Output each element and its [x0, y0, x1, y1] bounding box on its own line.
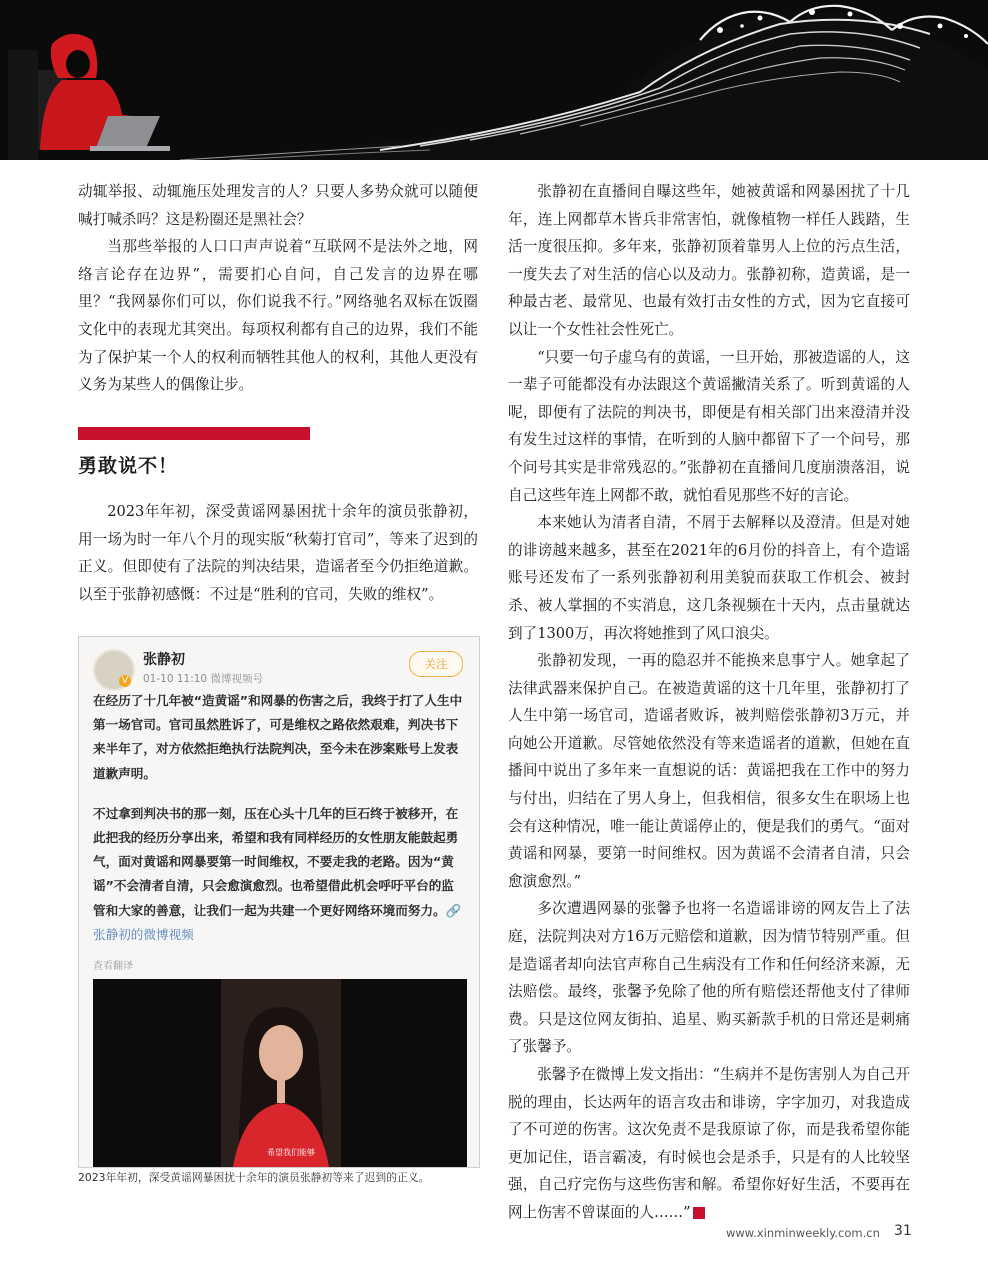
paragraph: 张静初在直播间自曝这些年，她被黄谣和网暴困扰了十几年，连上网都草木皆兵非常害怕，就像植物一样任人践踏，生活一度很压抑。多年来，张静初顶着靠男人上位的污点生活，一度失去了对生活的信心以及动力。张静初称，造黄谣，是一种最古老、最常见、也最有效打击女性的方式，因为它直接可以让一个女性社会性死亡。 — [508, 183, 910, 338]
footer-url: www.xinminweekly.com.cn — [726, 1226, 880, 1240]
section-title: 勇敢说不！ — [78, 455, 179, 477]
follow-button[interactable]: 关注 — [409, 651, 463, 677]
weibo-post-screenshot — [78, 636, 480, 1168]
page-number: 31 — [894, 1223, 912, 1239]
paragraph: 动辄举报、动辄施压处理发言的人？只要人多势众就可以随便喊打喊杀吗？这是粉圈还是黑社会？ — [78, 183, 478, 228]
video-subtitle: 希望我们能够 — [267, 1148, 315, 1157]
paragraph: 2023年年初，深受黄谣网暴困扰十余年的演员张静初，用一场为时一年八个月的现实版“秋菊打官司”，等来了迟到的正义。但即使有了法院的判决结果，造谣者至今仍拒绝道歉。以至于张静初感慨：不过是“胜利的官司，失败的维权”。 — [78, 503, 478, 603]
weibo-username: 张静初 — [143, 652, 185, 668]
see-translation-link[interactable]: 查看翻译 — [93, 961, 133, 972]
paragraph-text: 张馨予在微博上发文指出：“生病并不是伤害别人为自己开脱的理由，长达两年的语言攻击和诽谤，字字加刃，对我造成了不可逆的伤害。这次免责不是我原谅了你，而是我希望你能更加记住，语言霸凌，有时候也会是杀手，只是有的人比较坚强，自己疗完伤与这些伤害和解。希望你好好生活，不要再在网上伤害不曾谋面的人……” — [508, 1066, 910, 1221]
left-column-lower — [78, 498, 478, 608]
paragraph: 张静初发现，一再的隐忍并不能换来息事宁人。她拿起了法律武器来保护自己。在被造黄谣的这十几年里，张静初打了人生中第一场官司，造谣者败诉，被判赔偿张静初3万元，并向她公开道歉。尽管她依然没有等来造谣者的道歉，但她在直播间中说出了多年来一直想说的话：黄谣把我在工作中的努力与付出，归结在了男人身上，但我相信，很多女生在职场上也会有这种情况，唯一能让黄谣停止的，便是我们的勇气。“面对黄谣和网暴，要第一时间维权。因为黄谣不会清者自清，只会愈演愈烈。” — [508, 652, 910, 890]
end-mark-icon: 民 — [693, 1207, 705, 1219]
weibo-paragraph: 在经历了十几年被“造黄谣”和网暴的伤害之后，我终于打了人生中第一场官司。官司虽然胜诉了，可是维权之路依然艰难，判决书下来半年了，对方依然拒绝执行法院判决，至今未在涉案账号上发表道歉声明。 — [93, 693, 463, 781]
weibo-post-text — [93, 689, 465, 947]
weibo-paragraph-text: 不过拿到判决书的那一刻，压在心头十几年的巨石终于被移开，在此把我的经历分享出来，希望和我有同样经历的女性朋友能鼓起勇气，面对黄谣和网暴要第一时间维权，不要走我的老路。因为“黄谣”不会清者自清，只会愈演愈烈。也希望借此机会呼吁平台的监管和大家的善意，让我们一起为共建一个更好网络环境而努力。 — [93, 805, 459, 918]
verified-badge-icon: V — [119, 675, 131, 687]
video-frame-portrait — [93, 979, 467, 1167]
paragraph: “只要一句子虚乌有的黄谣，一旦开始，那被造谣的人，这一辈子可能都没有办法跟这个黄谣撇清关系了。听到黄谣的人呢，即便有了法院的判决书，即便是有相关部门出来澄清并没有发生过这样的事情，在听到的人脑中都留下了一个问号，那个问号其实是非常残忍的。”张静初在直播间几度崩溃落泪，说自己这些年连上网都不敢，就怕看见那些不好的言论。 — [508, 348, 910, 504]
paragraph: 当那些举报的人口口声声说着“互联网不是法外之地，网络言论存在边界”，需要扪心自问，自己发言的边界在哪里？“我网暴你们可以，你们说我不行。”网络驰名双标在饭圈文化中的表现尤其突出。每项权利都有自己的边界，我们不能为了保护某一个人的权利而牺牲其他人的权利，其他人更没有义务为某些人的偶像让步。 — [78, 238, 478, 394]
weibo-video-link[interactable]: 🔗 张静初的微博视频 — [93, 902, 462, 942]
weibo-paragraph — [93, 802, 465, 947]
wave-hacker-illustration — [0, 0, 988, 160]
header-illustration — [0, 0, 988, 160]
left-column-intro — [78, 178, 478, 399]
paragraph: 本来她认为清者自清，不屑于去解释以及澄清。但是对她的诽谤越来越多，甚至在2021年的6月份的抖音上，有个造谣账号还发布了一系列张静初利用美貌而获取工作机会、被封杀、被人掌掴的不实消息，这几条视频在十天内，点击量就达到了1300万，再次将她推到了风口浪尖。 — [508, 514, 910, 642]
weibo-video[interactable] — [93, 979, 467, 1167]
photo-caption: 2023年年初，深受黄谣网暴困扰十余年的演员张静初等来了迟到的正义。 — [78, 1171, 430, 1184]
paragraph — [508, 1061, 910, 1227]
paragraph: 多次遭遇网暴的张馨予也将一名造谣诽谤的网友告上了法庭，法院判决对方16万元赔偿和道歉，因为情节特别严重。但是造谣者却向法官声称自己生病没有工作和任何经济来源，无法赔偿。最终，张馨予免除了他的所有赔偿还帮他支付了律师费。只是这位网友街拍、追星、购买新款手机的日常还是刺痛了张馨予。 — [508, 900, 910, 1056]
section-red-bar — [78, 427, 310, 440]
right-column — [508, 178, 910, 1227]
weibo-post-meta: 01-10 11:10 微博视频号 — [143, 673, 263, 685]
